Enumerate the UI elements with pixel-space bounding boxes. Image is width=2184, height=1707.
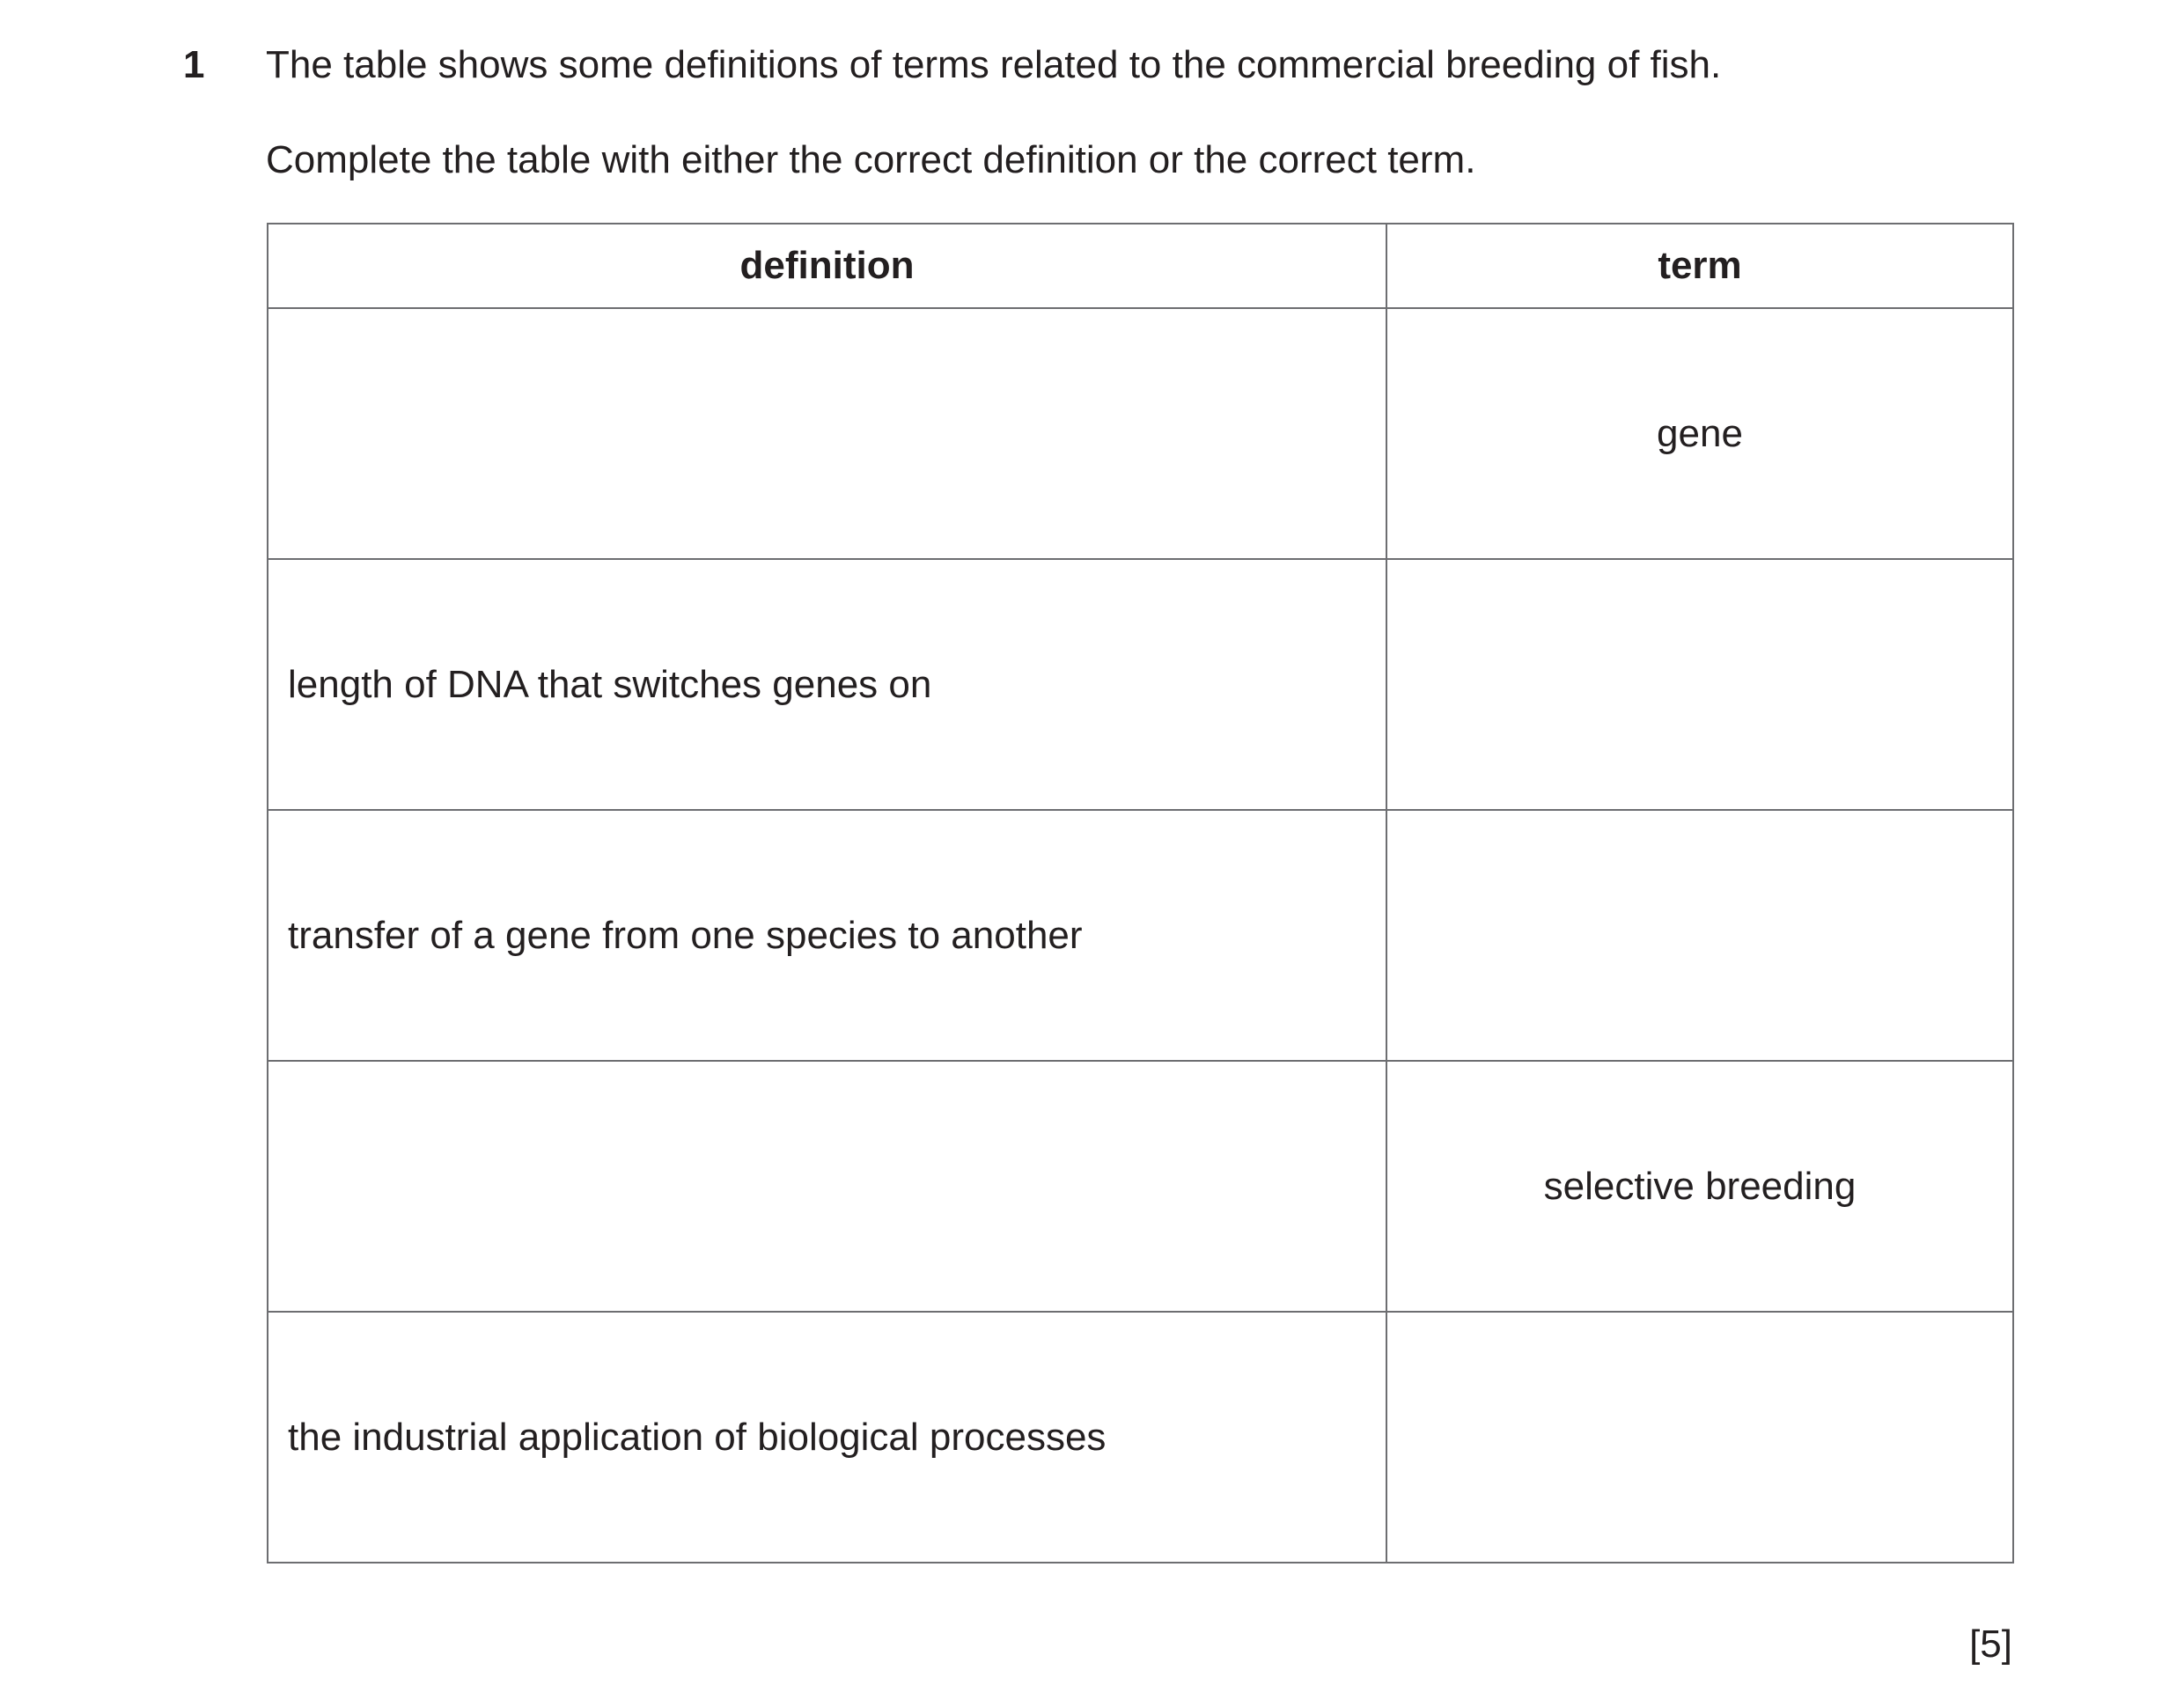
table-row [268,810,2013,1061]
definition-cell-1[interactable] [268,308,1386,559]
question-text: The table shows some definitions of terms related to the commercial breeding of fish. [266,43,1722,86]
header-definition: definition [268,224,1386,308]
definition-cell-4[interactable] [268,1061,1386,1312]
definition-cell-3: transfer of a gene from one species to another [268,810,1386,1061]
term-cell-1: gene [1386,308,2013,559]
table-row [268,559,2013,810]
definition-cell-5: the industrial application of biological processes [268,1312,1386,1563]
table-row [268,308,2013,559]
term-cell-3[interactable] [1386,810,2013,1061]
header-term: term [1386,224,2013,308]
table-row [268,1312,2013,1563]
question-number: 1 [183,43,205,86]
table-row [268,1061,2013,1312]
marks-label: [5] [1969,1622,2012,1666]
term-cell-4: selective breeding [1386,1061,2013,1312]
question-instruction: Complete the table with either the correct definition or the correct term. [266,138,1476,181]
definition-cell-2: length of DNA that switches genes on [268,559,1386,810]
definitions-table [267,223,2014,1564]
table-header-row [268,224,2013,308]
term-cell-5[interactable] [1386,1312,2013,1563]
term-cell-2[interactable] [1386,559,2013,810]
